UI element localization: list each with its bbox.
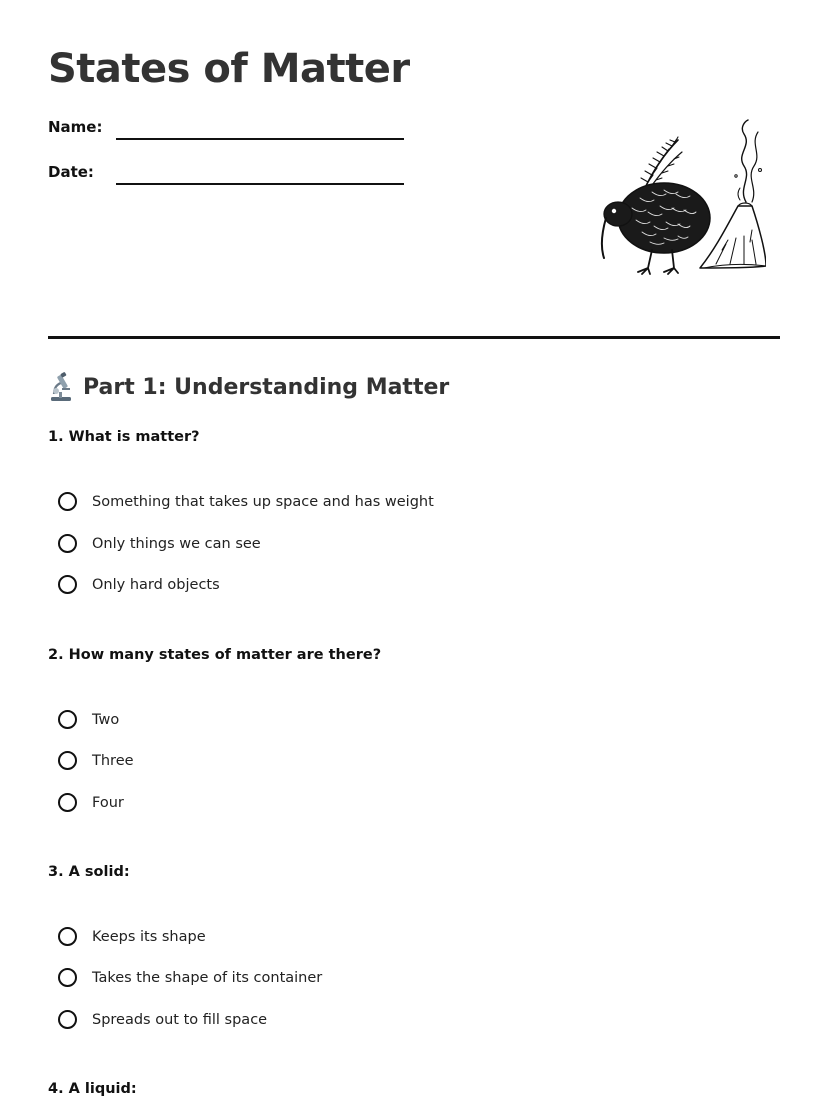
radio-button[interactable]: [58, 927, 77, 946]
radio-button[interactable]: [58, 1010, 77, 1029]
q2-option-3[interactable]: [58, 793, 124, 812]
name-label: Name:: [48, 118, 103, 136]
fern-icon: [641, 137, 682, 190]
q3-option-1[interactable]: [58, 927, 206, 946]
option-label: Keeps its shape: [92, 928, 206, 945]
radio-button[interactable]: [58, 968, 77, 987]
q1-option-1[interactable]: [58, 492, 434, 511]
radio-button[interactable]: [58, 793, 77, 812]
radio-button[interactable]: [58, 534, 77, 553]
q1-option-2[interactable]: [58, 534, 261, 553]
option-label: Only hard objects: [92, 576, 220, 593]
microscope-icon: [48, 372, 74, 402]
date-field-line[interactable]: [116, 183, 404, 185]
option-label: Something that takes up space and has weight: [92, 493, 434, 510]
q2-option-2[interactable]: [58, 751, 134, 770]
radio-button[interactable]: [58, 492, 77, 511]
option-label: Four: [92, 794, 124, 811]
option-label: Two: [92, 711, 120, 728]
option-label: Spreads out to fill space: [92, 1011, 268, 1028]
question-2: 2. How many states of matter are there?: [48, 647, 382, 663]
section-divider: [48, 336, 780, 339]
section-heading: [48, 372, 449, 402]
worksheet-title: States of Matter: [48, 46, 410, 92]
section-title: Part 1: Understanding Matter: [83, 374, 450, 400]
question-4: 4. A liquid:: [48, 1081, 137, 1097]
option-label: Only things we can see: [92, 535, 261, 552]
question-3: 3. A solid:: [48, 864, 130, 880]
date-label: Date:: [48, 163, 94, 181]
q3-option-2[interactable]: [58, 968, 322, 987]
kiwi-volcano-illustration: [552, 118, 766, 280]
q2-option-1[interactable]: [58, 710, 119, 729]
radio-button[interactable]: [58, 710, 77, 729]
kiwi-bird-icon: [602, 183, 710, 274]
radio-button[interactable]: [58, 751, 77, 770]
worksheet-page: [48, 0, 780, 1118]
option-label: Three: [92, 752, 134, 769]
radio-button[interactable]: [58, 575, 77, 594]
q3-option-3[interactable]: [58, 1010, 267, 1029]
question-1: 1. What is matter?: [48, 429, 200, 445]
name-field-line[interactable]: [116, 138, 404, 140]
volcano-icon: [700, 120, 766, 268]
q1-option-3[interactable]: [58, 575, 220, 594]
option-label: Takes the shape of its container: [92, 969, 323, 986]
